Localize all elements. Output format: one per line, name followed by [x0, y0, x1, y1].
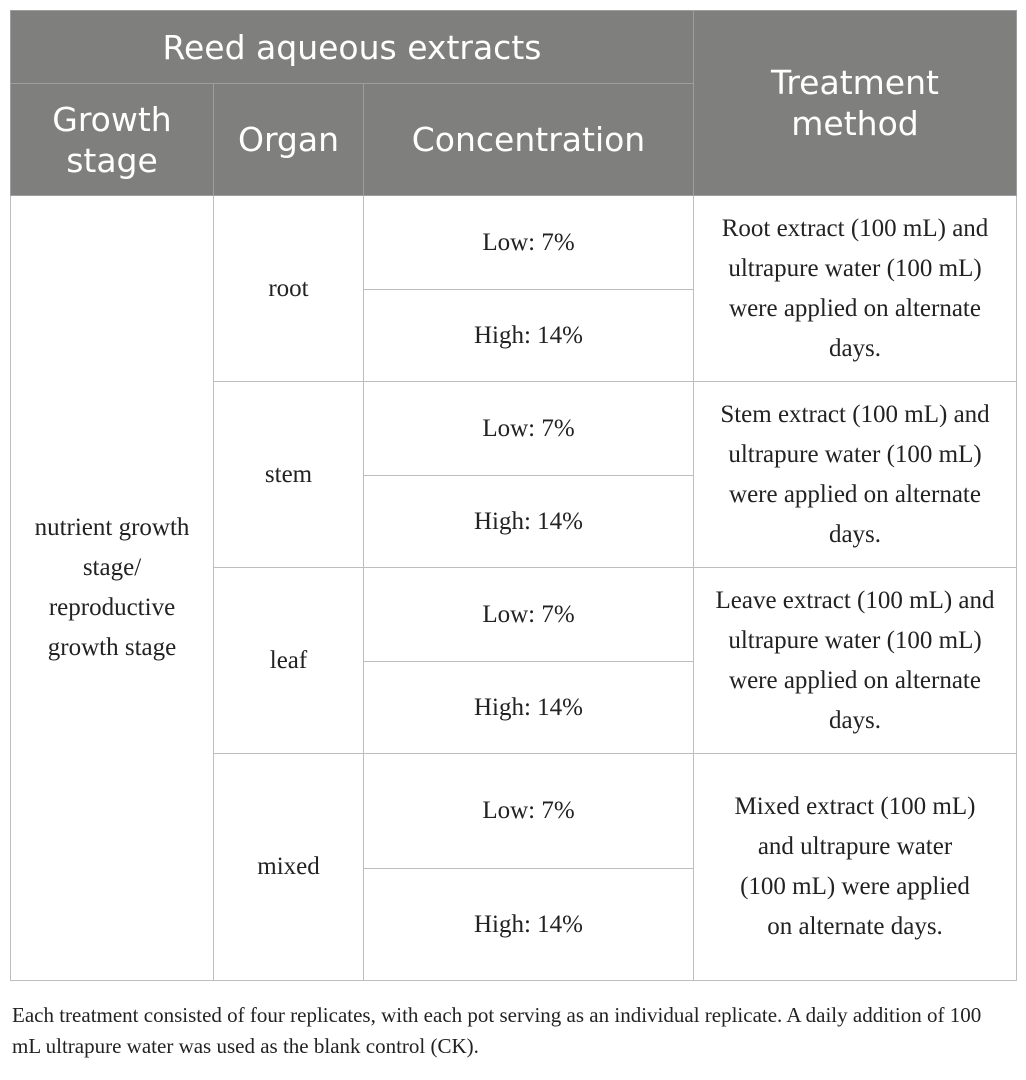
concentration-high-cell: High: 14% [364, 869, 694, 981]
organ-cell: leaf [214, 568, 364, 754]
growth-stage-cell: nutrient growth stage/ reproductive growth stage [11, 196, 214, 981]
method-cell: Leave extract (100 mL) and ultrapure water (100 mL) were applied on alternate days. [694, 568, 1017, 754]
header-growth-stage: Growth stage [11, 84, 214, 196]
concentration-high-cell: High: 14% [364, 290, 694, 382]
concentration-low-cell: Low: 7% [364, 754, 694, 869]
concentration-low-cell: Low: 7% [364, 568, 694, 662]
organ-cell: stem [214, 382, 364, 568]
concentration-low-cell: Low: 7% [364, 382, 694, 476]
header-reed-aqueous-extracts: Reed aqueous extracts [11, 11, 694, 84]
table-container [10, 10, 1016, 981]
method-cell: Root extract (100 mL) and ultrapure water (100 mL) were applied on alternate days. [694, 196, 1017, 382]
table-row [11, 196, 1017, 290]
concentration-high-cell: High: 14% [364, 476, 694, 568]
treatment-table [10, 10, 1017, 981]
method-cell: Stem extract (100 mL) and ultrapure water (100 mL) were applied on alternate days. [694, 382, 1017, 568]
table-footnote: Each treatment consisted of four replicates, with each pot serving as an individual replicate. A daily addition of 100 mL ultrapure water was used as the blank control (CK). [12, 1003, 982, 1058]
concentration-high-cell: High: 14% [364, 662, 694, 754]
header-organ: Organ [214, 84, 364, 196]
header-row-1 [11, 11, 1017, 84]
concentration-low-cell: Low: 7% [364, 196, 694, 290]
header-concentration: Concentration [364, 84, 694, 196]
method-cell: Mixed extract (100 mL) and ultrapure water (100 mL) were applied on alternate days. [694, 754, 1017, 981]
organ-cell: mixed [214, 754, 364, 981]
header-treatment-method: Treatment method [694, 11, 1017, 196]
organ-cell: root [214, 196, 364, 382]
